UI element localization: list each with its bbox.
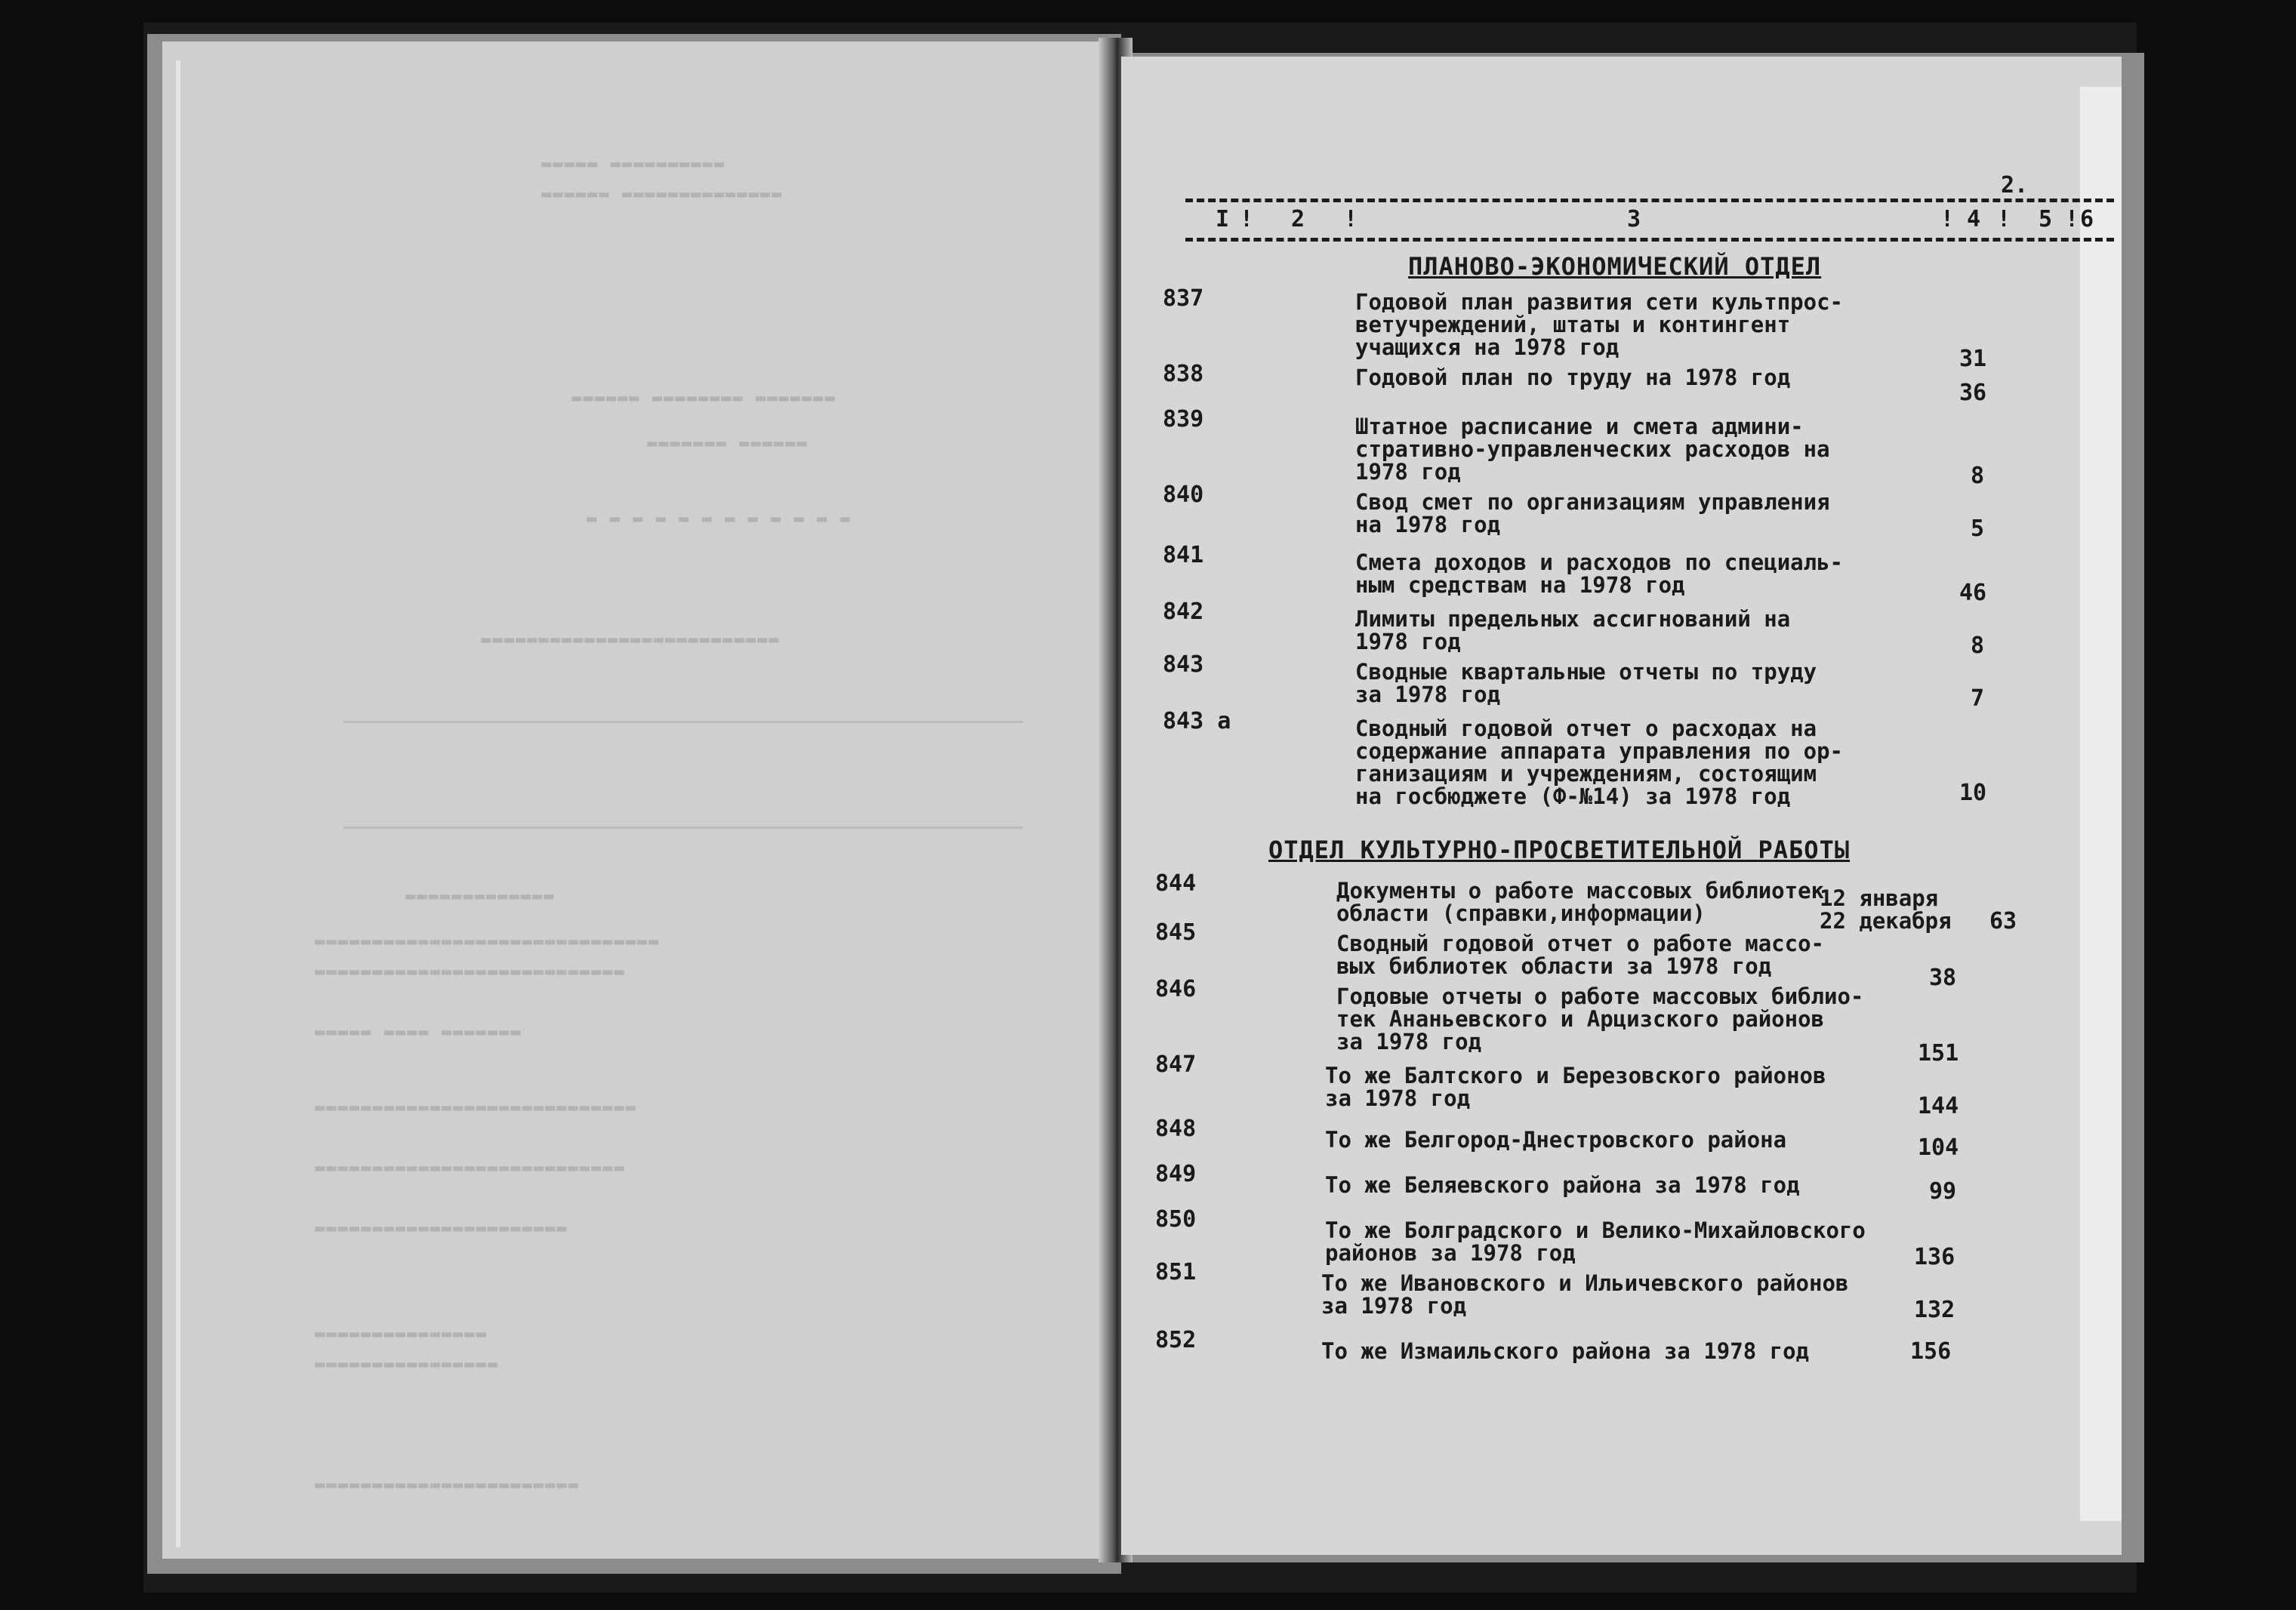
sheet-count: 5 (1971, 516, 1985, 542)
case-title: Годовые отчеты о работе массовых библио- тек Ананьевского и Арцизского районов за 1978 год (1336, 984, 1864, 1054)
case-number: 849 (1155, 1161, 1197, 1187)
case-title: Штатное расписание и смета админи- стративно-управленческих расходов на 1978 год (1355, 414, 1830, 485)
show-through-text: ▬▬▬▬▬▬▬▬▬▬▬▬▬ (404, 887, 554, 906)
sheet-count: 132 (1914, 1297, 1955, 1323)
show-through-text: ▬▬▬▬▬▬▬▬▬▬▬▬▬▬▬▬▬▬▬▬▬▬▬▬▬▬▬ (313, 1159, 624, 1177)
case-number: 851 (1155, 1259, 1197, 1285)
sheet-count: 36 (1959, 380, 1987, 406)
show-through-text: ▬▬▬▬▬▬▬▬▬▬▬▬▬▬▬▬▬▬▬▬▬▬▬▬▬▬▬▬ (313, 1098, 636, 1117)
show-through-text: ▬ ▬ ▬ ▬ ▬ ▬ ▬ ▬ ▬ ▬ ▬ ▬ (585, 509, 850, 528)
case-number: 848 (1155, 1116, 1197, 1142)
show-through-text: ▬▬▬▬▬▬▬▬▬▬▬▬▬▬ ▬▬▬▬▬▬ (540, 185, 782, 204)
case-title: Сводный годовой отчет о расходах на содержание аппарата управления по ор- ганизациям и учреждениям, состоящим на госбюджете (Ф-№14) за 1978 год (1355, 716, 1844, 809)
sheet-count: 99 (1929, 1178, 1957, 1205)
case-number: 844 (1155, 870, 1197, 897)
case-title: То же Измаильского района за 1978 год (1321, 1338, 1810, 1364)
case-number: 841 (1163, 542, 1204, 568)
case-number: 837 (1163, 285, 1204, 312)
section-title: ПЛАНОВО-ЭКОНОМИЧЕСКИЙ ОТДЕЛ (1408, 252, 1822, 281)
page-number: 2. (2001, 172, 2029, 199)
case-title: Документы о работе массовых библиотек области (справки,информации) (1336, 878, 1825, 926)
case-title: Годовой план по труду на 1978 год (1355, 365, 1791, 390)
show-through-text: ▬▬▬▬▬▬▬▬▬▬▬▬▬▬▬▬▬▬▬▬▬▬▬▬▬▬▬ (313, 962, 624, 981)
show-through-text: ▬▬▬▬▬▬ ▬▬▬▬▬▬▬ (646, 434, 807, 453)
section-title: ОТДЕЛ КУЛЬТУРНО-ПРОСВЕТИТЕЛЬНОЙ РАБОТЫ (1268, 836, 1851, 864)
case-number: 845 (1155, 919, 1197, 946)
header-top-rule (1185, 199, 2114, 202)
show-through-text: ▬▬▬▬▬▬▬ ▬▬▬▬ ▬▬▬▬▬ (313, 1023, 521, 1042)
case-number: 840 (1163, 482, 1204, 508)
case-title: То же Беляевского района за 1978 год (1325, 1172, 1800, 1198)
sheet-count: 38 (1929, 965, 1957, 991)
case-number: 843 а (1163, 708, 1231, 734)
page-edge (2080, 87, 2122, 1521)
case-title: Годовой план развития сети культпрос- ветучреждений, штаты и контингент учащихся на 1978 год (1355, 289, 1844, 360)
right-page: 2. I ! 2 ! 3 ! 4 ! 5 ! 6 ПЛАНОВО-ЭКОНОМИЧЕСКИЙ ОТДЕЛ 837 Годовой план развития сети культпрос- ветучреждений, штаты и контингент учащихся на 1978 год 31 838 Годовой план по труду на 1978 год 36 839 Штатное расписание и смета админи- стративно-управленческих расходов на 1978 год 8 840 Свод смет по организациям управления на 1978 год 5 841 Смета доходов и расходов по специаль- ным средствам на 1978 год 46 842 Лимиты предельных ассигнований на 1978 год 8 843 Сводные квартальные отчеты по труду за 1978 год 7 843 а Сводный годовой отчет о расходах на содержание аппарата управления по ор- ганизациям и учреждениям, состоящим на госбюджете (Ф-№14) за 1978 год 10 ОТДЕЛ КУЛЬТУРНО-ПРОСВЕТИТЕЛЬНОЙ РАБОТЫ 844 Документы о работе массовых библиотек области (справки,информации) 12 января 22 декабря 63 845 Сводный годовой отчет о работе массо- вых библиотек области за 1978 год 38 846 Годовые отчеты о работе массовых библио- тек Ананьевского и Арцизского районов за 1978 год 151 847 То же Балтского и Березовского районов за 1978 год 144 848 То же Белгород-Днестровского района 104 849 То же Беляевского района за 1978 год 99 850 То же Болградского и Велико-Михайловского районов за 1978 год 136 851 То же Ивановского и Ильичевского районов за 1978 год 132 852 То же Измаильского района за 1978 год 156 (1121, 57, 2122, 1555)
show-through-rule (344, 721, 1023, 723)
case-number: 843 (1163, 651, 1204, 678)
case-number: 850 (1155, 1206, 1197, 1233)
case-number: 846 (1155, 976, 1197, 1002)
page-edge (176, 60, 180, 1547)
show-through-text: ▬▬▬▬▬▬▬▬▬▬▬▬▬▬▬▬▬▬▬▬▬▬▬ (313, 1476, 578, 1495)
case-title: То же Белгород-Днестровского района (1325, 1127, 1787, 1153)
show-through-text: ▬▬▬▬▬▬▬▬▬▬▬▬▬▬▬▬▬▬▬▬▬▬ (313, 1219, 567, 1238)
sheet-count: 8 (1971, 633, 1985, 659)
case-title: То же Болградского и Велико-Михайловского районов за 1978 год (1325, 1218, 1866, 1266)
show-through-text: ▬▬▬▬▬▬▬▬▬▬▬▬▬▬▬▬▬▬▬▬▬▬▬▬▬▬ (479, 630, 779, 649)
header-bottom-rule (1185, 238, 2114, 242)
case-title: Сводный годовой отчет о работе массо- вых библиотек области за 1978 год (1336, 931, 1825, 979)
sheet-count: 31 (1959, 346, 1987, 372)
show-through-text: ▬▬▬▬▬▬▬▬▬▬ ▬▬▬▬▬ (540, 155, 724, 174)
sheet-count: 46 (1959, 580, 1987, 606)
sheet-count: 144 (1918, 1093, 1959, 1119)
case-title: То же Балтского и Березовского районов за 1978 год (1325, 1063, 1826, 1111)
sheet-count: 63 (1989, 908, 2017, 934)
case-number: 839 (1163, 406, 1204, 433)
sheet-count: 136 (1914, 1244, 1955, 1270)
case-number: 852 (1155, 1327, 1197, 1353)
case-title: Смета доходов и расходов по специаль- ным средствам на 1978 год (1355, 549, 1844, 598)
case-number: 838 (1163, 361, 1204, 387)
sheet-count: 7 (1971, 685, 1985, 712)
show-through-text: ▬▬▬▬▬▬▬▬▬▬▬▬▬▬▬▬ (313, 1355, 498, 1374)
sheet-count: 10 (1959, 780, 1987, 806)
case-title: То же Ивановского и Ильичевского районов за 1978 год (1321, 1270, 1849, 1319)
show-through-text: ▬▬▬▬▬▬▬▬▬▬▬▬▬▬▬▬▬▬▬▬▬▬▬▬▬▬▬▬▬▬ (313, 932, 659, 951)
show-through-text: ▬▬▬▬▬▬▬▬▬▬▬▬▬▬▬ (313, 1325, 486, 1344)
case-number: 847 (1155, 1051, 1197, 1078)
left-page (162, 42, 1106, 1559)
sheet-count: 104 (1918, 1134, 1959, 1161)
date-range: 12 января 22 декабря (1820, 885, 1952, 934)
show-through-text: ▬▬▬▬▬▬▬ ▬▬▬▬▬▬▬▬ ▬▬▬▬▬▬ (570, 389, 835, 408)
case-title: Свод смет по организациям управления на 1978 год (1355, 489, 1830, 537)
show-through-rule (344, 827, 1023, 829)
case-number: 842 (1163, 599, 1204, 625)
sheet-count: 151 (1918, 1040, 1959, 1067)
case-title: Лимиты предельных ассигнований на 1978 год (1355, 606, 1791, 654)
case-title: Сводные квартальные отчеты по труду за 1978 год (1355, 659, 1817, 707)
sheet-count: 156 (1910, 1338, 1952, 1365)
sheet-count: 8 (1971, 463, 1985, 489)
